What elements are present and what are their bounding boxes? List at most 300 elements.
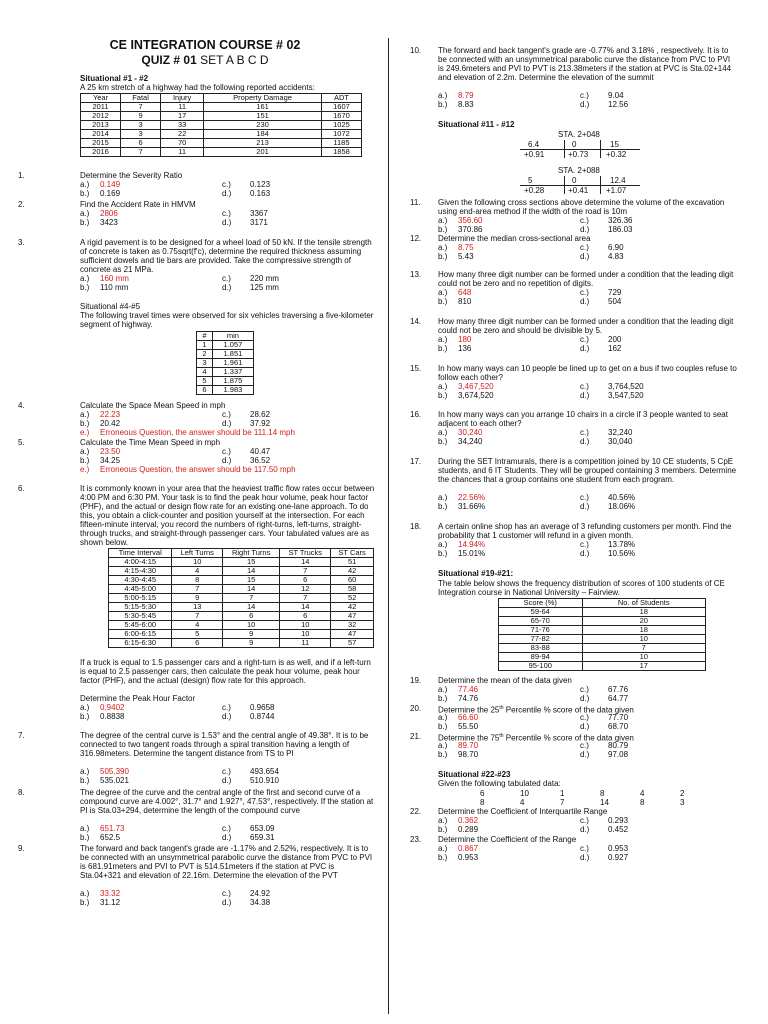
option-a-value: 77.46 [458,685,479,694]
option-a-value: 66.60 [458,713,479,722]
accident-table [80,93,362,157]
option-label-b: b.) [80,898,90,907]
option-c-value: 326.36 [608,216,633,225]
data-value: 4 [520,798,525,807]
question-text: The degree of the central curve is 1.53° and the central angle of 49.38°. It is to be connected to two tangent roads through a spiral transition having a length of 316.98meters. Determine the tangent distance from TS to PI [80,731,369,758]
page-header-title: CE INTEGRATION COURSE # 02 [109,38,301,52]
option-label-a: a.) [80,767,90,776]
question-number: 18. [410,522,422,531]
data-value: 2 [680,789,685,798]
station-label: STA. 2+048 [558,130,600,139]
option-label-c: c.) [580,243,589,252]
table-cell: 1.875 [212,377,253,386]
data-value: 6 [480,789,485,798]
option-label-c: c.) [580,493,589,502]
table-cell: 7 [280,567,331,576]
option-label-a: a.) [438,216,448,225]
table-cell: 6:15-6:30 [109,639,172,648]
option-label-c: c.) [222,274,231,283]
table-header-row [499,599,706,608]
option-a-value: 356.60 [458,216,483,225]
question-number: 2. [18,200,25,209]
option-a-value: 180 [458,335,472,344]
question-text: The forward and back tangent's grade are -1.17% and 2.52%, respectively. It is to be connected with an unsymmetrical parabolic curve the distance from PVC to PVI is 681.91meters and PVI to PVT is 514.51meters if the station at PVC is Sta.04+321 and elevation of 22.16m. Determine the elevation of the PVT [80,844,373,880]
option-label-a: a.) [80,274,90,283]
table-cell: 5:00-5:15 [109,594,172,603]
table-cell: 6 [280,576,331,585]
table-cell: 10 [223,621,280,630]
table-cell: 51 [331,558,374,567]
option-label-c: c.) [222,703,231,712]
table-cell: 11 [161,148,204,157]
option-c-value: 77.70 [608,713,629,722]
question-text: In how many ways can 10 people be lined up to get on a bus if two couples refuse to follow each other? [438,364,737,382]
table-cell: 10 [582,635,706,644]
option-d-value: 659.31 [250,833,275,842]
table-cell: 1 [197,341,213,350]
option-c-value: 9.04 [608,91,624,100]
option-label-a: a.) [438,335,448,344]
table-cell: 47 [331,612,374,621]
question-number: 13. [410,270,422,279]
section-tick [564,176,565,194]
table-cell: 151 [204,112,322,121]
option-b-value: 0.8838 [100,712,125,721]
table-cell: 1607 [321,103,361,112]
table-cell: 12 [280,585,331,594]
table-cell: 3 [121,121,161,130]
table-cell: 1.961 [212,359,253,368]
table-cell: 89-94 [499,653,583,662]
question-number: 17. [410,457,422,466]
question-text: How many three digit number can be formed under a condition that the leading digit could not be zero and no repetition of digits. [438,270,734,288]
table-cell: 11 [280,639,331,648]
table-cell: 6 [172,639,223,648]
table-cell: 3 [121,130,161,139]
section-tick [600,176,601,194]
question-text: A rigid pavement is to be designed for a wheel load of 50 kN. If the tensile strength of concrete is taken as 0.75sqrt(f'c), determine the required thickness assuming sufficient dowels and tie bars are provided. Take the compressive strength of concrete as 21 MPa. [80,238,372,274]
section-tick [564,140,565,158]
table-cell: 10 [582,653,706,662]
section-elevation: +0.32 [606,150,627,159]
section-heading: Situational #4-#5 [80,302,141,311]
data-value: 4 [640,789,645,798]
table-row [81,103,362,112]
question-number: 23. [410,835,422,844]
option-d-value: 4.83 [608,252,624,261]
table-header-cell: Left Turns [172,549,223,558]
option-label-c: c.) [222,447,231,456]
option-b-value: 810 [458,297,472,306]
option-label-a: a.) [80,180,90,189]
option-d-value: 3171 [250,218,268,227]
option-a-value: 8.75 [458,243,474,252]
option-c-value: 200 [608,335,622,344]
option-label-b: b.) [80,833,90,842]
table-cell: 4 [172,621,223,630]
table-cell: 77-82 [499,635,583,644]
table-cell: 2014 [81,130,121,139]
option-label-c: c.) [580,91,589,100]
table-row [81,139,362,148]
option-label-a: a.) [438,91,448,100]
table-cell: 47 [331,630,374,639]
question-number: 14. [410,317,422,326]
table-cell: 70 [161,139,204,148]
table-row [499,608,706,617]
table-cell: 3 [197,359,213,368]
section-elevation: +1.07 [606,186,627,195]
table-cell: 6:00-6:15 [109,630,172,639]
option-e-value: Erroneous Question, the answer should be 117.50 mph [100,465,296,474]
table-cell: 17 [582,662,706,671]
section-offset: 6.4 [528,140,540,149]
table-header-cell: Injury [161,94,204,103]
table-cell: 10 [280,630,331,639]
question-text: It is commonly known in your area that the heaviest traffic flow rates occur between 4:00 PM and 6:30 PM. Your task is to find the peak hour volume, peak hour factor (PHF), and the actual or design flow rate for an existing one-lane approach. To do this, you obtain a click-counter and position yourself at the intersection. For each fifteen-minute interval, you record the numbers of right-turns, left-turns, straight-through trucks, and straight-through passenger cars. Your tabulated values are as shown below. [80,484,375,547]
option-label-d: d.) [580,750,590,759]
question-text: Calculate the Space Mean Speed in mph [80,401,226,410]
option-label-d: d.) [222,898,232,907]
table-header-row [81,94,362,103]
question-text: Determine the Coefficient of the Range [438,835,577,844]
option-label-a: a.) [438,713,448,722]
question-text-sup: th [499,733,504,739]
data-value: 3 [680,798,685,807]
table-header-cell: Property Damage [204,94,322,103]
option-a-value: 8.79 [458,91,474,100]
option-c-value: 28.62 [250,410,271,419]
option-a-value: 3,467,520 [458,382,494,391]
question-number: 9. [18,844,25,853]
option-label-b: b.) [80,218,90,227]
table-row [197,386,254,395]
data-value: 1 [560,789,565,798]
question-number: 15. [410,364,422,373]
option-label-c: c.) [580,741,589,750]
question-text-post: Percentile % score of the data given [503,733,634,743]
table-cell: 230 [204,121,322,130]
section-intro: A 25 km stretch of a highway had the following reported accidents: [80,83,315,92]
table-cell: 1.851 [212,350,253,359]
table-row [81,121,362,130]
option-c-value: 729 [608,288,622,297]
table-cell: 7 [121,148,161,157]
table-header-cell: ADT [321,94,361,103]
section-offset: 5 [528,176,533,185]
left-column [18,0,380,1024]
option-b-value: 0.169 [100,189,121,198]
option-label-c: c.) [222,209,231,218]
table-cell: 2011 [81,103,121,112]
travel-time-table [196,331,254,395]
table-header-cell: Score (%) [499,599,583,608]
question-number: 10. [410,46,422,55]
table-header-cell: Year [81,94,121,103]
option-label-d: d.) [580,100,590,109]
table-cell: 1.337 [212,368,253,377]
section-intro: Given the following tabulated data: [438,779,561,788]
question-text: Calculate the Time Mean Speed in mph [80,438,221,447]
question-number: 1. [18,171,25,180]
option-d-value: 37.92 [250,419,271,428]
right-column [400,0,750,1024]
question-text: In how many ways can you arrange 10 chairs in a circle if 3 people wanted to seat adjacent to each other? [438,410,728,428]
table-row [499,662,706,671]
option-c-value: 0.9658 [250,703,275,712]
question-text: Determine the Coefficient of Interquartile Range [438,807,608,816]
question-text: During the SET Intramurals, there is a competition joined by 10 CE students, 5 CpE students, and 6 IT Students. They will be grouped containing 3 members. Determine the chances that a group contains one student from each program. [438,457,737,484]
section-heading: Situational #19-#21: [438,569,514,578]
section-tick [600,140,601,158]
option-label-b: b.) [80,712,90,721]
option-b-value: 34,240 [458,437,483,446]
table-row [499,635,706,644]
option-label-a: a.) [438,493,448,502]
option-b-value: 20.42 [100,419,121,428]
option-b-value: 31.12 [100,898,121,907]
table-cell: 10 [280,621,331,630]
table-cell: 15 [223,576,280,585]
option-label-b: b.) [438,750,448,759]
question-number: 22. [410,807,422,816]
table-cell: 5:15-5:30 [109,603,172,612]
question-number: 5. [18,438,25,447]
option-c-value: 24.92 [250,889,271,898]
option-c-value: 3,764,520 [608,382,644,391]
option-label-c: c.) [222,889,231,898]
option-label-c: c.) [580,685,589,694]
option-label-c: c.) [222,824,231,833]
option-c-value: 493.654 [250,767,279,776]
option-d-value: 0.163 [250,189,271,198]
option-label-d: d.) [222,456,232,465]
table-cell: 83-88 [499,644,583,653]
option-e-value: Erroneous Question, the answer should be 111.14 mph [100,428,295,437]
question-text: The degree of the curve and the central angle of the first and second curve of a compound curve are 4.002°, 31.7° and 1.927°, 47.53°, respectively. If the station at PI is Sta.03+294, determine the length of the compound curve [80,788,374,815]
table-cell: 4:45-5:00 [109,585,172,594]
table-cell: 6 [280,612,331,621]
table-cell: 4:30-4:45 [109,576,172,585]
option-label-c: c.) [222,767,231,776]
table-cell: 71-76 [499,626,583,635]
column-divider [388,38,389,1014]
option-label-a: a.) [438,540,448,549]
option-a-value: 22.56% [458,493,486,502]
option-label-b: b.) [80,189,90,198]
table-cell: 4 [172,567,223,576]
option-label-a: a.) [80,824,90,833]
question-6-ask: Determine the Peak Hour Factor [80,694,196,703]
option-a-value: 0.362 [458,816,479,825]
option-d-value: 64.77 [608,694,629,703]
table-cell: 7 [121,103,161,112]
option-label-d: d.) [580,344,590,353]
table-header-cell: ST Trucks [280,549,331,558]
question-6-followup: If a truck is equal to 1.5 passenger cars and a right-turn is as well, and if a left-turn is equal to 2.5 passenger cars, then calculate the peak hour volume, peak hour factor (PHF), and the actual (design) flow rate for this approach. [80,658,371,685]
table-cell: 4:15-4:30 [109,567,172,576]
option-c-value: 13.78% [608,540,636,549]
question-text-pre: Determine the 25 [438,705,500,715]
section-heading: Situational #22-#23 [438,770,511,779]
table-cell: 7 [172,612,223,621]
table-cell: 2012 [81,112,121,121]
table-cell: 2013 [81,121,121,130]
section-offset: 0 [572,176,577,185]
question-text: A certain online shop has an average of 3 refunding customers per month. Find the probability that 1 customer will refund in a given month. [438,522,732,540]
table-cell: 184 [204,130,322,139]
option-a-value: 160 mm [100,274,129,283]
option-d-value: 3,547,520 [608,391,644,400]
option-b-value: 370.86 [458,225,483,234]
table-cell: 1670 [321,112,361,121]
option-label-c: c.) [580,335,589,344]
option-c-value: 6.90 [608,243,624,252]
section-heading: Situational #11 - #12 [438,120,515,129]
question-number: 7. [18,731,25,740]
option-label-d: d.) [580,391,590,400]
table-cell: 6 [121,139,161,148]
option-label-a: a.) [438,685,448,694]
question-text: Find the Accident Rate in HMVM [80,200,196,209]
option-d-value: 510.910 [250,776,279,785]
option-a-value: 33.32 [100,889,121,898]
option-label-b: b.) [438,549,448,558]
option-d-value: 125 mm [250,283,279,292]
option-label-c: c.) [222,180,231,189]
question-number: 4. [18,401,25,410]
question-text: Given the following cross sections above determine the volume of the excavation using end-area method if the width of the road is 10m [438,198,725,216]
table-cell: 161 [204,103,322,112]
option-a-value: 14.94% [458,540,486,549]
table-cell: 11 [161,103,204,112]
option-label-b: b.) [438,825,448,834]
table-header-cell: No. of Students [582,599,706,608]
option-label-d: d.) [222,712,232,721]
option-label-b: b.) [438,344,448,353]
option-label-b: b.) [438,100,448,109]
option-label-b: b.) [80,776,90,785]
option-label-c: c.) [580,288,589,297]
option-label-d: d.) [580,825,590,834]
option-b-value: 98.70 [458,750,479,759]
table-header-cell: # [197,332,213,341]
table-cell: 9 [223,630,280,639]
question-number: 11. [410,198,421,207]
table-cell: 95-100 [499,662,583,671]
option-label-b: b.) [438,225,448,234]
question-text: How many three digit number can be formed under a condition that the leading digit could not be zero and should be divisible by 5. [438,317,734,335]
table-cell: 14 [223,603,280,612]
section-intro: The following travel times were observed for six vehicles traversing a five-kilometer segment of highway. [80,311,374,329]
option-label-d: d.) [580,694,590,703]
option-label-a: a.) [438,288,448,297]
option-a-value: 23.50 [100,447,121,456]
section-heading: Situational #1 - #2 [80,74,149,83]
section-intro: The table below shows the frequency distribution of scores of 100 students of CE Integration course in National University – Fairview. [438,579,725,597]
table-cell: 59-64 [499,608,583,617]
set-label: SET A B C D [200,53,269,67]
table-cell: 7 [280,594,331,603]
option-a-value: 651.73 [100,824,125,833]
option-label-a: a.) [80,447,90,456]
section-offset: 15 [610,140,619,149]
option-label-b: b.) [438,391,448,400]
table-cell: 18 [582,626,706,635]
option-c-value: 80.79 [608,741,629,750]
option-b-value: 652.5 [100,833,121,842]
section-line [520,185,640,186]
option-label-e: e.) [80,428,90,437]
traffic-count-table [108,548,374,648]
question-number: 19. [410,676,422,685]
table-cell: 1072 [321,130,361,139]
option-b-value: 74.76 [458,694,479,703]
option-b-value: 3,674,520 [458,391,494,400]
option-d-value: 18.06% [608,502,636,511]
table-cell: 9 [121,112,161,121]
table-cell: 9 [223,639,280,648]
table-cell: 4 [197,368,213,377]
data-value: 7 [560,798,565,807]
option-a-value: 22.23 [100,410,121,419]
data-value: 8 [480,798,485,807]
option-label-a: a.) [80,209,90,218]
table-cell: 7 [223,594,280,603]
question-text: The forward and back tangent's grade are -0.77% and 3.18% , respectively. It is to be connected with an unsymmetrical parabolic curve the distance from PVC to PVI is 249.6meters and PVI to PVT is 213.38meters if the station at PVC is Sta.02+144 and elevation of 2.2m. Determine the elevation of the summit [438,46,732,82]
table-cell: 1.983 [212,386,253,395]
option-d-value: 36.52 [250,456,271,465]
option-label-d: d.) [222,283,232,292]
table-cell: 17 [161,112,204,121]
option-d-value: 10.56% [608,549,636,558]
table-cell: 22 [161,130,204,139]
table-cell: 42 [331,603,374,612]
table-cell: 1185 [321,139,361,148]
table-row [81,148,362,157]
option-label-d: d.) [222,189,232,198]
table-row [109,639,374,648]
option-label-c: c.) [580,216,589,225]
question-number: 16. [410,410,422,419]
section-offset: 0 [572,140,577,149]
table-cell: 5:45-6:00 [109,621,172,630]
table-cell: 14 [280,603,331,612]
option-b-value: 535.021 [100,776,129,785]
option-label-d: d.) [580,502,590,511]
option-d-value: 0.8744 [250,712,275,721]
table-cell: 58 [331,585,374,594]
option-label-d: d.) [580,549,590,558]
question-number: 8. [18,788,25,797]
option-label-b: b.) [80,419,90,428]
option-label-c: c.) [580,816,589,825]
option-c-value: 653.09 [250,824,275,833]
option-a-value: 0.9402 [100,703,125,712]
option-c-value: 40.47 [250,447,271,456]
option-label-a: a.) [438,816,448,825]
table-row [499,626,706,635]
option-a-value: 648 [458,288,472,297]
option-label-a: a.) [438,243,448,252]
table-cell: 2 [197,350,213,359]
table-cell: 14 [223,567,280,576]
table-cell: 7 [172,585,223,594]
option-label-d: d.) [222,833,232,842]
question-number: 6. [18,484,25,493]
option-d-value: 34.38 [250,898,271,907]
option-label-b: b.) [438,297,448,306]
